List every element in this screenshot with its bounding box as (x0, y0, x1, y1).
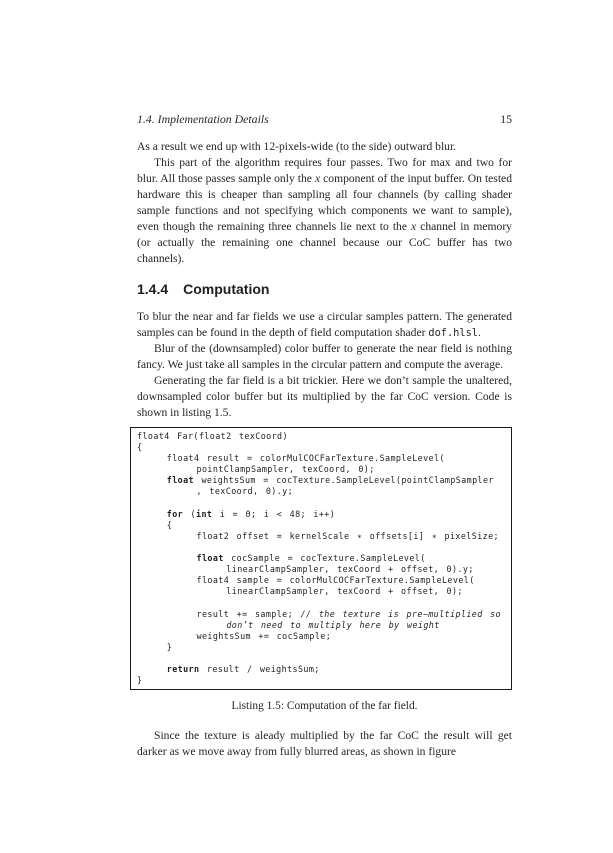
code-line (137, 520, 509, 531)
code-keyword: float (196, 553, 224, 564)
code-text: ( (183, 508, 196, 519)
code-line (137, 664, 509, 675)
code-keyword: return (166, 663, 200, 674)
code-text: { (137, 519, 173, 530)
paragraph-near-field (137, 341, 512, 373)
code-line (137, 464, 509, 475)
code-line (137, 498, 509, 509)
code-text (137, 509, 167, 519)
section-heading (137, 281, 512, 298)
paragraph-intro (137, 139, 512, 155)
math-variable: x (411, 220, 417, 233)
code-keyword: for (166, 508, 184, 519)
code-line (137, 531, 509, 542)
code-text: , texCoord, 0).y; (137, 486, 294, 497)
code-line (137, 575, 509, 586)
running-header-title: 1.4. Implementation Details (137, 112, 269, 126)
code-line (137, 542, 509, 553)
text-run: Blur of the (downsampled) color buffer to generate the near field is nothing fancy. We just take all samples in the circular pattern and compute the average. (137, 342, 512, 371)
code-text: weightsSum = cocTexture.SampleLevel(pointClampSampler (194, 475, 494, 486)
paragraph-closing (137, 728, 512, 760)
code-line (137, 564, 509, 575)
code-line (137, 609, 509, 620)
code-line (137, 631, 509, 642)
section-number: 1.4.4 (137, 281, 169, 297)
running-header (137, 112, 512, 126)
code-text: float4 sample = colorMulCOCFarTexture.SampleLevel( (137, 575, 475, 586)
code-keyword: int (196, 508, 213, 519)
code-text (137, 475, 167, 485)
text-run: As a result we end up with 12-pixels-wide (to the side) outward blur. (137, 140, 457, 153)
code-line (137, 642, 509, 653)
listing-caption: Listing 1.5: Computation of the far field. (231, 700, 418, 713)
code-text: weightsSum += cocSample; (137, 630, 332, 641)
code-line (137, 486, 509, 497)
code-text: linearClampSampler, texCoord + offset, 0); (137, 586, 463, 597)
code-line (137, 442, 509, 453)
section-title: Computation (183, 281, 270, 297)
code-text: } (137, 641, 173, 652)
code-text: float2 offset = kernelScale ∗ offsets[i] ∗ pixelSize; (137, 530, 499, 541)
inline-code-filename: dof.hlsl (428, 327, 478, 339)
code-line (137, 453, 509, 464)
code-line (137, 653, 509, 664)
code-text: } (137, 675, 143, 686)
code-comment: don’t need to multiply here by weight (226, 619, 440, 630)
text-run: component of the input buffer. On tested hardware this is cheaper than sampling all four channels (by calling shader sample functions and not specifying which components we want to sample), even though the remaining three channels lie next to the (137, 172, 512, 233)
code-line (137, 475, 509, 486)
code-text (137, 553, 197, 563)
paragraph-passes (137, 155, 512, 267)
code-text: float4 result = colorMulCOCFarTexture.SampleLevel( (137, 453, 445, 464)
math-variable: x (314, 172, 321, 185)
code-text (137, 620, 226, 630)
text-run: To blur the near and far fields we use a circular samples pattern. The generated samples can be found in the depth of field computation shader (137, 310, 512, 339)
text-run: This part of the algorithm requires four passes. Two for max and two for blur. All those passes sample only the (137, 156, 512, 185)
code-text: float4 Far(float2 texCoord) (137, 431, 288, 441)
code-line (137, 586, 509, 597)
text-run: . (477, 326, 481, 339)
code-line (137, 620, 509, 631)
code-line (137, 675, 509, 686)
text-column (137, 0, 512, 760)
code-text (137, 664, 167, 674)
code-comment: // the texture is pre−multiplied so (300, 608, 501, 619)
page-number: 15 (500, 112, 512, 126)
code-text: result / weightsSum; (199, 663, 320, 674)
code-text: pointClampSampler, texCoord, 0); (137, 464, 375, 475)
text-run: channel in memory (or actually the remaining one channel because our CoC buffer has two channels). (137, 220, 512, 265)
paragraph-samples (137, 309, 512, 341)
code-text: cocSample = cocTexture.SampleLevel( (223, 553, 426, 564)
text-run: Generating the far field is a bit trickier. Here we don’t sample the unaltered, downsampled color buffer but its multiplied by the far CoC version. Code is shown in listing 1.5. (137, 374, 512, 419)
paragraph-far-field (137, 373, 512, 421)
code-line (137, 553, 509, 564)
code-listing (130, 427, 512, 690)
code-line (137, 431, 509, 442)
code-text: result += sample; (137, 608, 301, 619)
code-line (137, 597, 509, 608)
code-text: i = 0; i < 48; i++) (212, 508, 336, 519)
code-keyword: float (166, 475, 194, 486)
text-run: Since the texture is aleady multiplied by the far CoC the result will get darker as we move away from fully blurred areas, as shown in figure (137, 729, 512, 759)
code-text: { (137, 442, 143, 453)
code-line (137, 509, 509, 520)
code-text: linearClampSampler, texCoord + offset, 0).y; (137, 564, 474, 575)
